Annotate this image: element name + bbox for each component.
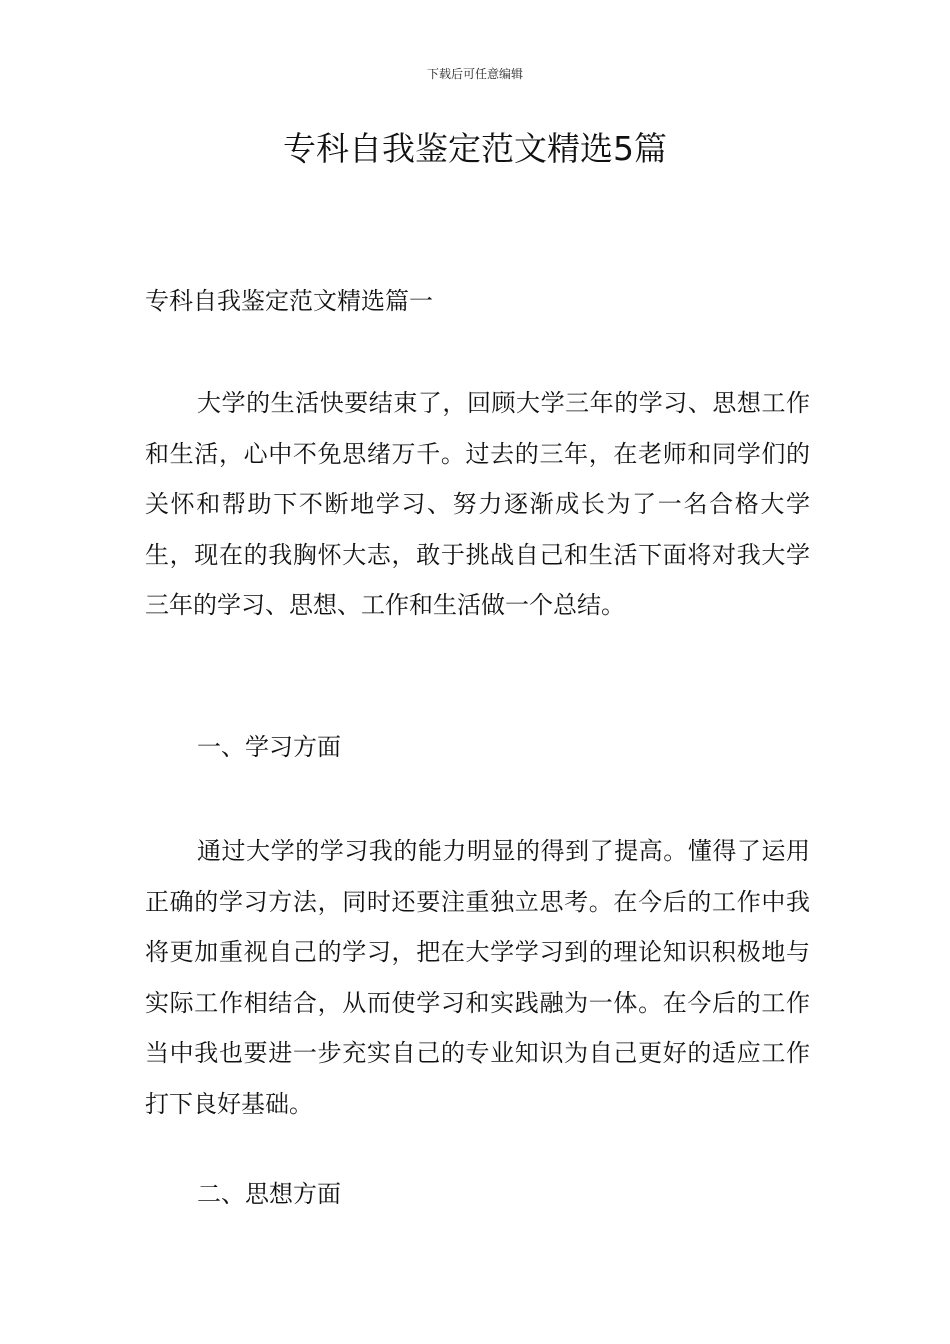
paragraph-intro: 大学的生活快要结束了，回顾大学三年的学习、思想工作和生活，心中不免思绪万千。过去的三年，在老师和同学们的关怀和帮助下不断地学习、努力逐渐成长为了一名合格大学生，现在的我胸怀大志，敢于挑战自己和生活下面将对我大学三年的学习、思想、工作和生活做一个总结。 bbox=[145, 389, 810, 619]
paragraph-study: 通过大学的学习我的能力明显的得到了提高。懂得了运用正确的学习方法，同时还要注重独立思考。在今后的工作中我将更加重视自己的学习，把在大学学习到的理论知识积极地与实际工作相结合，从而使学习和实践融为一体。在今后的工作当中我也要进一步充实自己的专业知识为自己更好的适应工作打下良好基础。 bbox=[145, 837, 810, 1118]
document-title: 专科自我鉴定范文精选5篇 bbox=[283, 129, 667, 168]
section-heading: 专科自我鉴定范文精选篇一 bbox=[145, 287, 433, 315]
sub-heading-study: 一、学习方面 bbox=[197, 733, 341, 761]
header-note: 下载后可任意编辑 bbox=[426, 67, 523, 81]
sub-heading-thought: 二、思想方面 bbox=[197, 1180, 341, 1208]
